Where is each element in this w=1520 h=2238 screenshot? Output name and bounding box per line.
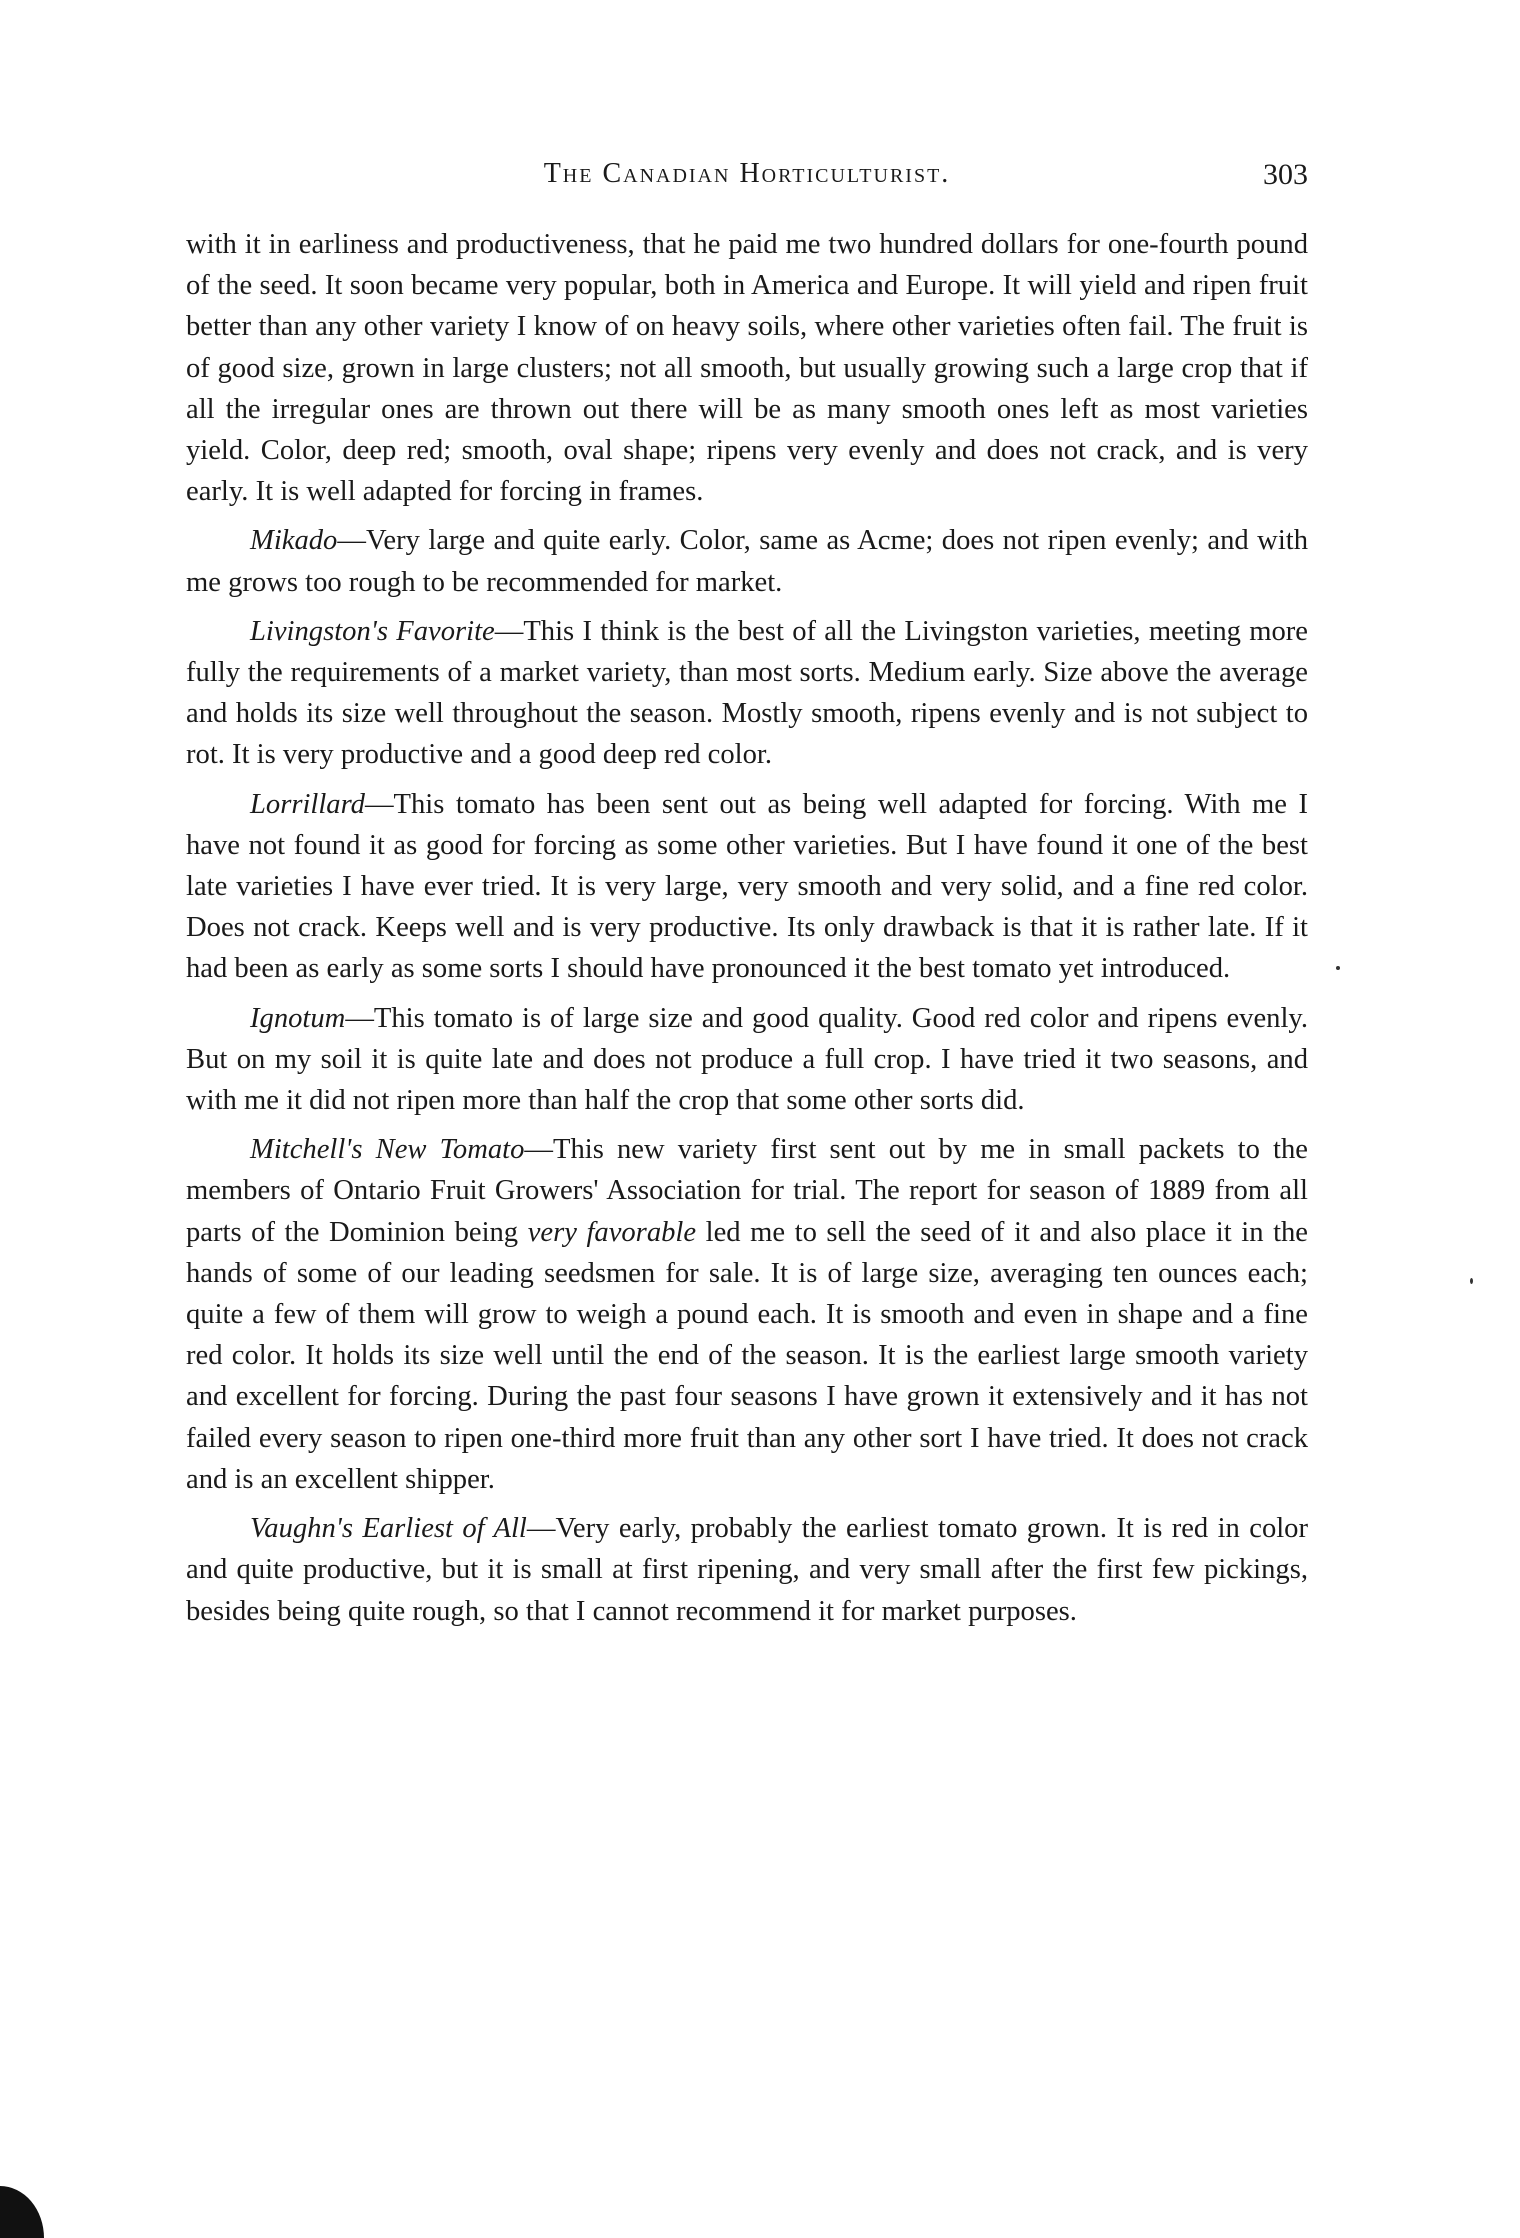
paragraph-text: Very early, probably the earliest tomato grown. It is red in color and quite productive, but it is small at first ripening, and very small after the first few pickings, besides being quite rough, so that I cannot recommend it for market purposes.	[186, 1513, 1309, 1627]
dash-separator: —	[345, 1002, 374, 1034]
paragraph-ignotum	[186, 998, 1308, 1122]
paragraph-text: This I think is the best of all the Livingston varieties, meeting more fully the requirements of a market variety, than most sorts. Medium early. Size above the average and holds its size well throughout the season. Mostly smooth, ripens evenly and is not subject to rot. It is very productive and a good deep red color.	[186, 615, 1308, 771]
paragraph-mikado	[186, 520, 1308, 602]
journal-title: The Canadian Horticulturist.	[543, 158, 951, 189]
running-head	[186, 158, 1308, 204]
dash-separator: —	[337, 525, 366, 557]
paragraph-livingstons-favorite	[186, 611, 1308, 776]
paragraph-continuation	[186, 224, 1308, 512]
dash-separator: —	[364, 788, 394, 820]
variety-name: Lorrillard	[250, 788, 365, 820]
paragraph-text: Very large and quite early. Color, same as Acme; does not ripen evenly; and with me grows too rough to be recommended for market.	[186, 525, 1308, 598]
scan-speck	[1336, 966, 1340, 970]
variety-name: Vaughn's Earliest of All	[250, 1513, 527, 1545]
emphasized-phrase: very favorable	[527, 1216, 697, 1248]
paragraph-text: This new variety first sent out by me in small packets to the members of Ontario Fruit Growers' Association for trial. The report for season of 1889 from all parts of the Dominion being	[186, 1134, 1308, 1248]
variety-name: Livingston's Favorite	[250, 615, 495, 647]
paragraph-text: This tomato has been sent out as being well adapted for forcing. With me I have not found it as good for forcing as some other varieties. But I have found it one of the best late varieties I have ever tried. It is very large, very smooth and very solid, and a fine red color. Does not crack. Keeps well and is very productive. Its only drawback is that it is rather late. If it had been as early as some sorts I should have pronounced it the best tomato yet introduced.	[186, 788, 1308, 985]
variety-name: Mikado	[250, 525, 338, 557]
paragraph-lorrillard	[186, 784, 1308, 990]
page-number: 303	[1263, 158, 1308, 191]
paragraph-vaughns-earliest	[186, 1508, 1308, 1632]
article-body	[186, 224, 1308, 1640]
paragraph-text: This tomato is of large size and good quality. Good red color and ripens evenly. But on my soil it is quite late and does not produce a full crop. I have tried it two seasons, and with me it did not ripen more than half the crop that some other sorts did.	[186, 1002, 1308, 1117]
dash-separator: —	[526, 1513, 556, 1545]
variety-name: Ignotum	[250, 1002, 346, 1034]
variety-name: Mitchell's New Tomato	[250, 1134, 525, 1166]
dash-separator: —	[524, 1134, 554, 1166]
paragraph-text: with it in earliness and productiveness, that he paid me two hundred dollars for one-fourth pound of the seed. It soon became very popular, both in America and Europe. It will yield and ripen fruit better than any other variety I know of on heavy soils, where other varieties often fail. The fruit is of good size, grown in large clusters; not all smooth, but usually growing such a large crop that if all the irregular ones are thrown out there will be as many smooth ones left as most varieties yield. Color, deep red; smooth, oval shape; ripens very evenly and does not crack, and is very early. It is well adapted for forcing in frames.	[186, 229, 1308, 508]
scan-corner-shadow	[0, 2186, 44, 2238]
dash-separator: —	[494, 615, 524, 647]
scan-speck	[1470, 1278, 1473, 1284]
paragraph-text-tail: led me to sell the seed of it and also place it in the hands of some of our leading seedsmen for sale. It is of large size, averaging ten ounces each; quite a few of them will grow to weigh a pound each. It is smooth and even in shape and a fine red color. It holds its size well until the end of the season. It is the earliest large smooth variety and excellent for forcing. During the past four seasons I have grown it extensively and it has not failed every season to ripen one-third more fruit than any other sort I have tried. It does not crack and is an excellent shipper.	[186, 1216, 1309, 1495]
paragraph-mitchells-new-tomato	[186, 1129, 1308, 1500]
